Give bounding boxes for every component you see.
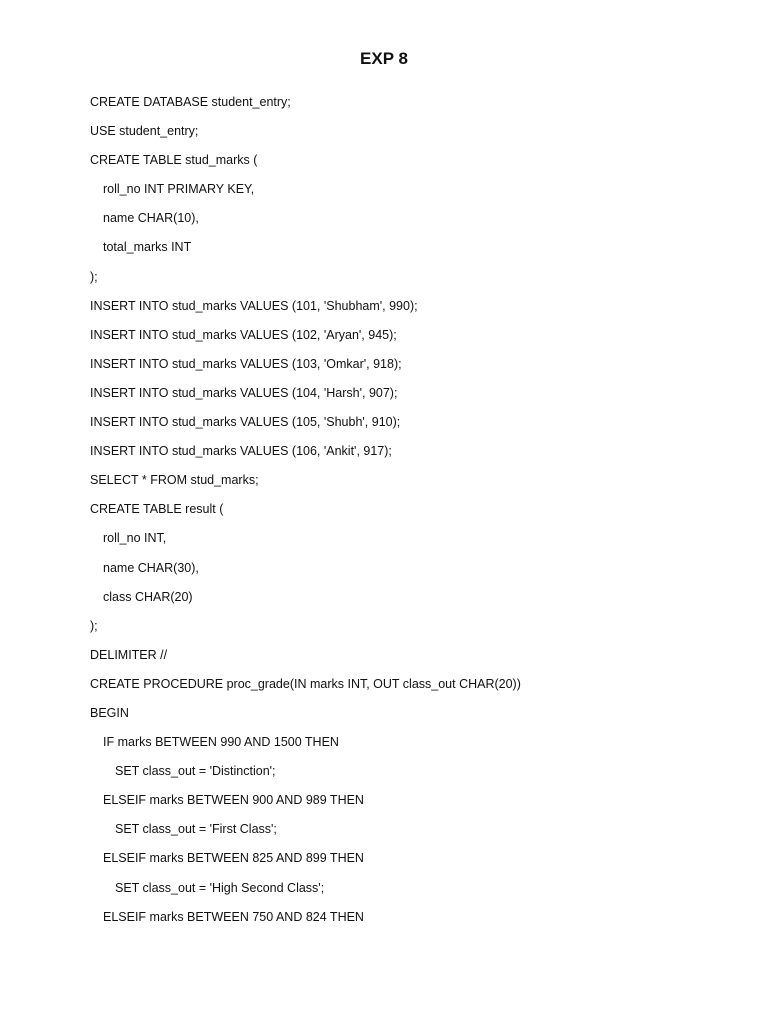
code-line: BEGIN (90, 705, 129, 720)
code-line: SET class_out = 'First Class'; (115, 822, 277, 837)
code-line: USE student_entry; (90, 124, 199, 139)
code-line: INSERT INTO stud_marks VALUES (104, 'Harsh', 907); (90, 385, 398, 400)
code-line: SET class_out = 'High Second Class'; (115, 880, 325, 895)
code-line: INSERT INTO stud_marks VALUES (103, 'Omkar', 918); (90, 356, 402, 371)
code-line: SET class_out = 'Distinction'; (115, 764, 276, 779)
code-line: name CHAR(30), (103, 560, 199, 575)
code-line: CREATE PROCEDURE proc_grade(IN marks INT, OUT class_out CHAR(20)) (90, 676, 521, 691)
code-line: ); (90, 269, 98, 284)
code-line: CREATE TABLE result ( (90, 502, 224, 517)
sql-code-listing (90, 91, 728, 935)
code-line: INSERT INTO stud_marks VALUES (105, 'Shubh', 910); (90, 415, 401, 430)
code-line: total_marks INT (103, 240, 192, 255)
code-line: roll_no INT, (103, 531, 167, 546)
code-line: CREATE DATABASE student_entry; (90, 95, 291, 109)
code-line: ); (90, 618, 98, 633)
code-line: INSERT INTO stud_marks VALUES (102, 'Aryan', 945); (90, 327, 397, 342)
document-title: EXP 8 (360, 49, 408, 68)
code-line: INSERT INTO stud_marks VALUES (101, 'Shubham', 990); (90, 298, 418, 313)
code-line: name CHAR(10), (103, 211, 199, 226)
code-line: IF marks BETWEEN 990 AND 1500 THEN (103, 735, 339, 750)
code-line: CREATE TABLE stud_marks ( (90, 153, 258, 168)
code-line: DELIMITER // (90, 647, 168, 662)
code-line: ELSEIF marks BETWEEN 750 AND 824 THEN (103, 909, 364, 924)
code-line: ELSEIF marks BETWEEN 900 AND 989 THEN (103, 793, 364, 808)
code-line: class CHAR(20) (103, 589, 193, 604)
code-line: INSERT INTO stud_marks VALUES (106, 'Ankit', 917); (90, 444, 392, 459)
code-line: roll_no INT PRIMARY KEY, (103, 182, 255, 197)
code-line: SELECT * FROM stud_marks; (90, 473, 259, 488)
code-line: ELSEIF marks BETWEEN 825 AND 899 THEN (103, 851, 364, 866)
